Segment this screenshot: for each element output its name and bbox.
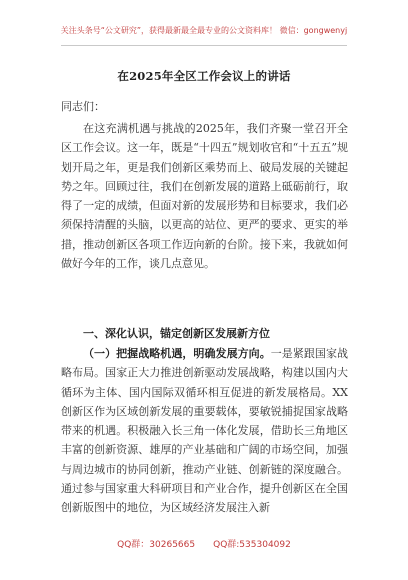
paragraph-intro: 在这充满机遇与挑战的2025年，我们齐聚一堂召开全区工作会议。这一年，既是“十四五”规划收官和“十五五”规划开局之年，更是我们创新区乘势而上、破局发展的关键起势之年。回顾过往，我们在创新发展的道路上砥砺前行，取得了一定的成绩，但面对新的发展形势和目标要求，我们必须保持清醒的头脑，以更高的站位、更严的要求、更实的举措，推动创新区各项工作迈向新的台阶。接下来，我就如何做好今年的工作，谈几点意见。: [61, 122, 348, 271]
footer-qq-group-1: QQ群：30265665: [117, 540, 196, 550]
header-divider: [61, 45, 347, 46]
footer-contact: [0, 537, 408, 550]
section-heading: 一、深化认识，锚定创新区发展新方位: [83, 327, 270, 340]
paragraph-lead-heading: （一）把握战略机遇，明确发展方向。: [83, 347, 271, 360]
footer-qq-group-2: QQ群:535304092: [213, 540, 291, 550]
document-title: 在2025年全区工作会议上的讲话: [117, 69, 291, 83]
paragraph-strategy: [61, 344, 348, 518]
header-promo-note: 关注头条号“公文研究”，获得最新最全最专业的公文资料库！ 微信：gongwenyj: [60, 26, 348, 35]
salutation: 同志们：: [61, 100, 105, 113]
paragraph-strategy-body: 一是紧跟国家战略布局。国家正大力推进创新驱动发展战略，构建以国内大循环为主体、国内国际双循环相互促进的新发展格局。XX创新区作为区域创新发展的重要载体，要敏锐捕捉国家战略带来的机遇。积极融入长三角一体化发展，借助长三角地区丰富的创新资源、雄厚的产业基础和广阔的市场空间，加强与周边城市的协同创新，推动产业链、创新链的深度融合。通过参与国家重大科研项目和产业合作，提升创新区在全国创新版图中的地位，为区域经济发展注入新: [61, 347, 349, 515]
